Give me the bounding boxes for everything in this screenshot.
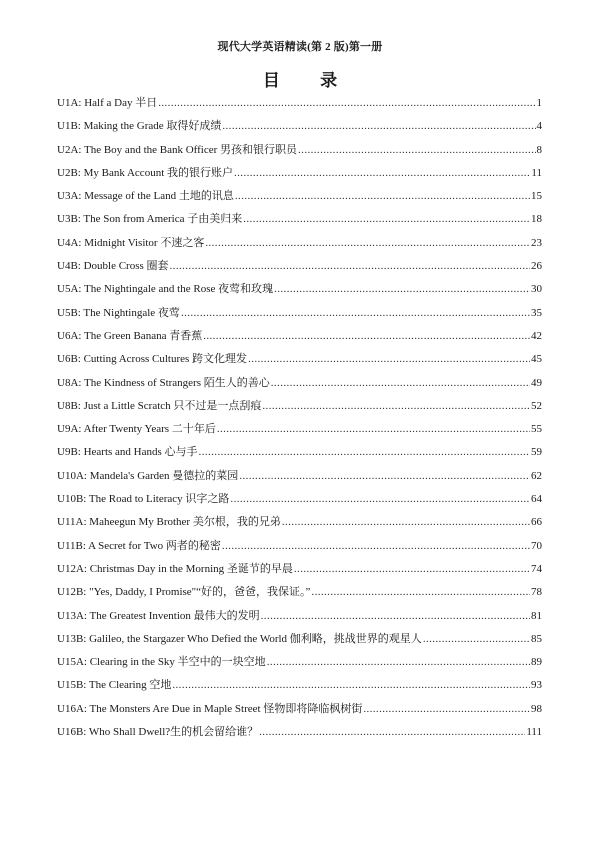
toc-heading: 目 录 — [262, 71, 356, 90]
toc-entry[interactable] — [57, 325, 542, 348]
toc-entry[interactable] — [57, 698, 542, 721]
dot-leader — [172, 674, 530, 697]
dot-leader — [261, 605, 530, 628]
dot-leader — [298, 139, 535, 162]
toc-entry[interactable] — [57, 581, 542, 604]
toc-entry-title: U10B: The Road to Literacy 识字之路 — [57, 493, 230, 506]
toc-entry-page: 45 — [531, 353, 542, 366]
toc-entry-title: U16B: Who Shall Dwell?生的机会留给谁？ — [57, 726, 259, 739]
toc-entry-title: U6A: The Green Banana 青香蕉 — [57, 329, 203, 342]
toc-entry-page: 55 — [531, 423, 542, 436]
toc-entry-title: U4B: Double Cross 圈套 — [57, 260, 169, 273]
toc-entry-page: 70 — [531, 539, 542, 552]
toc-entry-page: 59 — [531, 446, 542, 459]
toc-entry-title: U11A: Maheegun My Brother 美尔根，我的兄弟 — [57, 516, 281, 529]
toc-entry-title: U10A: Mandela's Garden 曼德拉的菜园 — [57, 469, 239, 482]
toc-entry[interactable] — [57, 628, 542, 651]
dot-leader — [235, 185, 530, 208]
dot-leader — [203, 325, 530, 348]
toc-entry-page: 89 — [531, 656, 542, 669]
toc-entry[interactable] — [57, 721, 542, 744]
toc-entry[interactable] — [57, 302, 542, 325]
toc-entry-page: 1 — [536, 97, 542, 109]
dot-leader — [423, 628, 530, 651]
dot-leader — [239, 465, 530, 488]
toc-entry[interactable] — [57, 418, 542, 441]
toc-entry[interactable] — [57, 372, 542, 395]
toc-entry-page: 42 — [531, 329, 542, 342]
toc-entry[interactable] — [57, 535, 542, 558]
toc-entry-title: U4A: Midnight Visitor 不速之客 — [57, 236, 205, 249]
book-title: 现代大学英语精读(第 2 版)第一册 — [217, 41, 383, 53]
dot-leader — [222, 535, 530, 558]
toc-entry-title: U15B: The Clearing 空地 — [57, 679, 172, 692]
dot-leader — [262, 395, 530, 418]
dot-leader — [222, 115, 535, 138]
dot-leader — [234, 162, 530, 185]
toc-entry-title: U2A: The Boy and the Bank Officer 男孩和银行职员 — [57, 143, 298, 156]
toc-entry-page: 23 — [531, 236, 542, 249]
toc-entry-title: U12B: "Yes, Daddy, I Promise"“好的，爸爸，我保证。” — [57, 586, 311, 599]
toc-entry[interactable] — [57, 139, 542, 162]
dot-leader — [282, 511, 530, 534]
dot-leader — [363, 698, 530, 721]
table-of-contents — [57, 92, 542, 744]
toc-entry-title: U8A: The Kindness of Strangers 陌生人的善心 — [57, 376, 270, 389]
dot-leader — [311, 581, 530, 604]
dot-leader — [217, 418, 530, 441]
dot-leader — [259, 721, 525, 744]
toc-entry-page: 11 — [531, 166, 542, 179]
toc-entry-page: 62 — [531, 469, 542, 482]
toc-entry-page: 4 — [536, 120, 542, 133]
toc-entry-title: U12A: Christmas Day in the Morning 圣诞节的早晨 — [57, 562, 293, 575]
toc-entry[interactable] — [57, 92, 542, 115]
toc-entry-title: U11B: A Secret for Two 两者的秘密 — [57, 539, 221, 552]
toc-entry[interactable] — [57, 674, 542, 697]
toc-entry-title: U13A: The Greatest Invention 最伟大的发明 — [57, 609, 260, 622]
toc-entry-page: 26 — [531, 260, 542, 273]
toc-entry-page: 8 — [536, 143, 542, 156]
toc-entry[interactable] — [57, 115, 542, 138]
toc-entry-page: 74 — [531, 562, 542, 575]
toc-entry-page: 64 — [531, 493, 542, 506]
toc-entry[interactable] — [57, 162, 542, 185]
toc-entry-title: U6B: Cutting Across Cultures 跨文化理发 — [57, 353, 248, 366]
dot-leader — [267, 651, 530, 674]
dot-leader — [271, 372, 530, 395]
dot-leader — [243, 208, 530, 231]
dot-leader — [274, 278, 530, 301]
dot-leader — [199, 441, 530, 464]
toc-entry-title: U13B: Galileo, the Stargazer Who Defied the World 伽利略，挑战世界的观星人 — [57, 632, 422, 645]
toc-entry-page: 78 — [531, 586, 542, 599]
toc-entry[interactable] — [57, 395, 542, 418]
toc-entry[interactable] — [57, 488, 542, 511]
toc-entry-page: 52 — [531, 399, 542, 412]
toc-entry-title: U9A: After Twenty Years 二十年后 — [57, 423, 216, 436]
toc-entry-page: 85 — [531, 632, 542, 645]
toc-entry[interactable] — [57, 232, 542, 255]
toc-entry-page: 35 — [531, 306, 542, 319]
dot-leader — [158, 92, 535, 115]
dot-leader — [230, 488, 530, 511]
toc-entry-title: U5B: The Nightingale 夜莺 — [57, 306, 180, 319]
dot-leader — [170, 255, 530, 278]
toc-entry-page: 93 — [531, 679, 542, 692]
toc-entry-title: U1B: Making the Grade 取得好成绩 — [57, 120, 222, 133]
toc-entry-title: U3A: Message of the Land 土地的讯息 — [57, 190, 234, 203]
toc-entry[interactable] — [57, 208, 542, 231]
dot-leader — [294, 558, 530, 581]
dot-leader — [205, 232, 530, 255]
toc-entry[interactable] — [57, 558, 542, 581]
dot-leader — [248, 348, 530, 371]
toc-entry-title: U1A: Half a Day 半日 — [57, 97, 158, 109]
toc-entry[interactable] — [57, 465, 542, 488]
toc-entry[interactable] — [57, 605, 542, 628]
toc-entry-page: 18 — [531, 213, 542, 226]
toc-entry-title: U8B: Just a Little Scratch 只不过是一点刮痕 — [57, 399, 262, 412]
toc-entry-page: 66 — [531, 516, 542, 529]
toc-entry-title: U15A: Clearing in the Sky 半空中的一块空地 — [57, 656, 266, 669]
toc-entry[interactable] — [57, 441, 542, 464]
toc-entry-page: 98 — [531, 702, 542, 715]
toc-entry-page: 81 — [531, 609, 542, 622]
toc-entry[interactable] — [57, 511, 542, 534]
toc-entry-title: U5A: The Nightingale and the Rose 夜莺和玫瑰 — [57, 283, 274, 296]
toc-entry-page: 49 — [531, 376, 542, 389]
toc-entry[interactable] — [57, 348, 542, 371]
toc-entry[interactable] — [57, 278, 542, 301]
toc-entry[interactable] — [57, 651, 542, 674]
toc-entry-title: U3B: The Son from America 子由美归来 — [57, 213, 243, 226]
toc-entry[interactable] — [57, 185, 542, 208]
toc-entry-page: 111 — [526, 726, 542, 739]
toc-entry-title: U9B: Hearts and Hands 心与手 — [57, 446, 198, 459]
toc-entry-page: 15 — [531, 190, 542, 203]
toc-entry-title: U2B: My Bank Account 我的银行账户 — [57, 166, 233, 179]
toc-entry-title: U16A: The Monsters Are Due in Maple Street 怪物即将降临枫树街 — [57, 702, 363, 715]
toc-entry[interactable] — [57, 255, 542, 278]
toc-entry-page: 30 — [531, 283, 542, 296]
dot-leader — [181, 302, 530, 325]
